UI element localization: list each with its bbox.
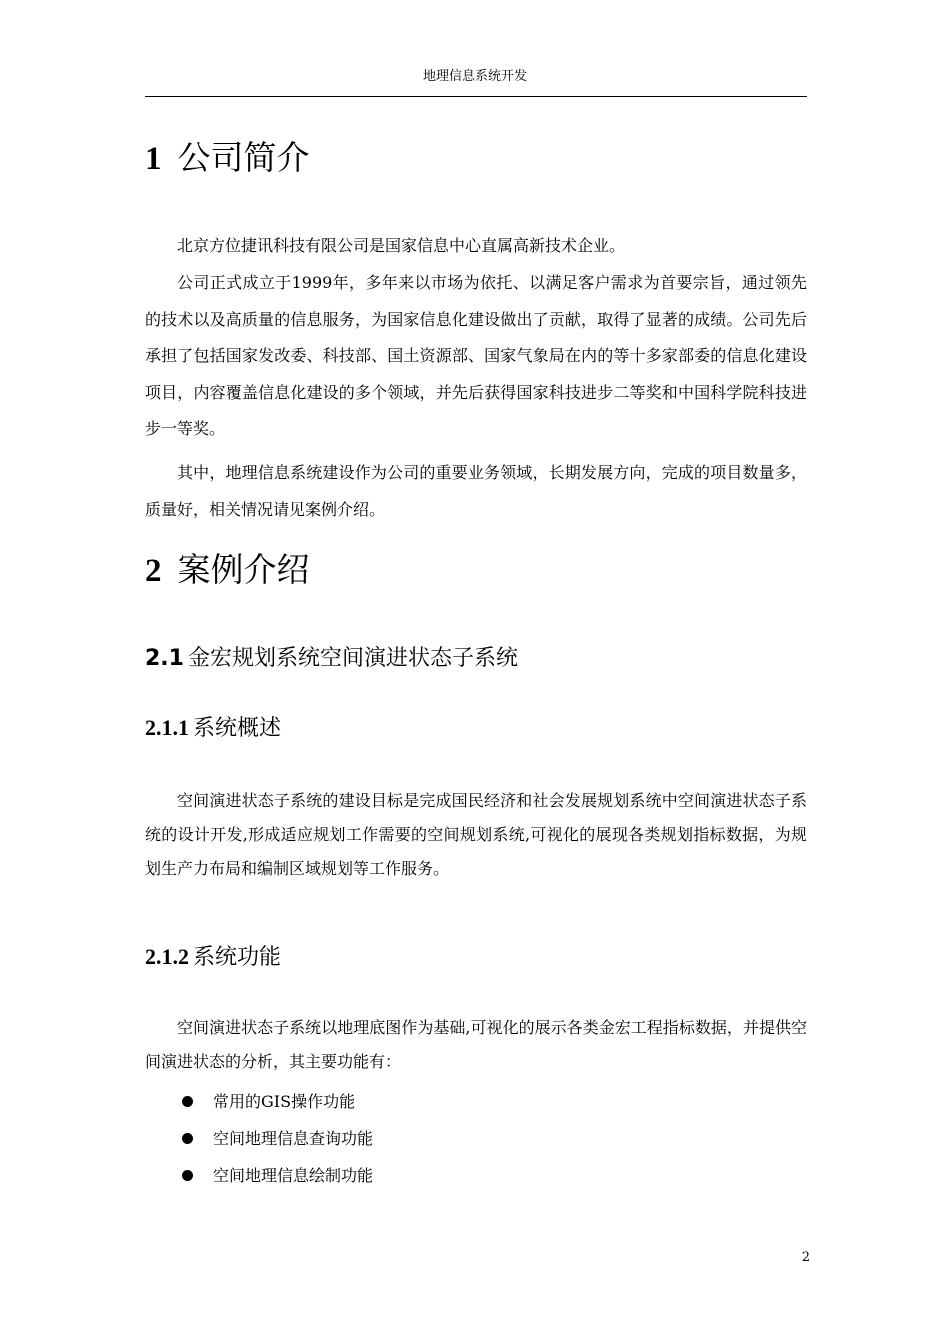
- section-1-paragraph-3: 其中，地理信息系统建设作为公司的重要业务领域，长期发展方向，完成的项目数量多，质量好，相关情况请见案例介绍。: [145, 463, 807, 519]
- list-item-text: 空间地理信息绘制功能: [213, 1166, 374, 1185]
- subsection-2-1-2-heading: [145, 943, 281, 972]
- subsection-2-1-1-paragraph: 空间演进状态子系统的建设目标是完成国民经济和社会发展规划系统中空间演进状态子系统的设计开发,形成适应规划工作需要的空间规划系统,可视化的展现各类规划指标数据，为规划生产力布局和编制区域规划等工作服务。: [145, 791, 807, 878]
- running-header: 地理信息系统开发: [422, 69, 527, 84]
- section-2-number: 2: [145, 553, 162, 589]
- section-1-title: 公司简介: [177, 138, 310, 177]
- function-list: [145, 1083, 807, 1194]
- subsection-2-1-2-paragraph: 空间演进状态子系统以地理底图作为基础,可视化的展示各类金宏工程指标数据，并提供空间演进状态的分析，其主要功能有：: [145, 1018, 807, 1071]
- subsection-2-1-heading: [145, 645, 518, 673]
- subsection-2-1-1-number: 2.1.1: [145, 715, 189, 740]
- subsection-2-1-1-title: 系统概述: [193, 716, 282, 741]
- subsection-2-1-2-title: 系统功能: [193, 945, 282, 970]
- subsection-2-1-1-heading: [145, 714, 281, 743]
- section-2-heading: [145, 550, 310, 591]
- bullet-icon: [182, 1133, 193, 1144]
- subsection-2-1-2-number: 2.1.2: [145, 944, 189, 969]
- section-1-number: 1: [145, 141, 162, 177]
- bullet-icon: [182, 1096, 193, 1107]
- page-number: 2: [801, 1250, 810, 1265]
- header-rule: [145, 96, 807, 97]
- section-2-title: 案例介绍: [177, 550, 310, 589]
- list-item: [145, 1157, 807, 1194]
- list-item: [145, 1120, 807, 1157]
- list-item-text: 常用的GIS操作功能: [213, 1092, 356, 1111]
- subsection-2-1-title: 金宏规划系统空间演进状态子系统: [187, 646, 518, 671]
- subsection-2-1-number: 2.1: [145, 646, 184, 671]
- section-1-paragraph-2: 公司正式成立于1999年，多年来以市场为依托、以满足客户需求为首要宗旨，通过领先的技术以及高质量的信息服务，为国家信息化建设做出了贡献，取得了显著的成绩。公司先后承担了包括国家发改委、科技部、国土资源部、国家气象局在内的等十多家部委的信息化建设项目，内容覆盖信息化建设的多个领域，并先后获得国家科技进步二等奖和中国科学院科技进步一等奖。: [145, 273, 807, 438]
- bullet-icon: [182, 1170, 193, 1181]
- section-1-paragraph-1: 北京方位捷讯科技有限公司是国家信息中心直属高新技术企业。: [177, 236, 626, 255]
- section-1-heading: [145, 138, 310, 179]
- list-item-text: 空间地理信息查询功能: [213, 1129, 374, 1148]
- list-item: [145, 1083, 807, 1120]
